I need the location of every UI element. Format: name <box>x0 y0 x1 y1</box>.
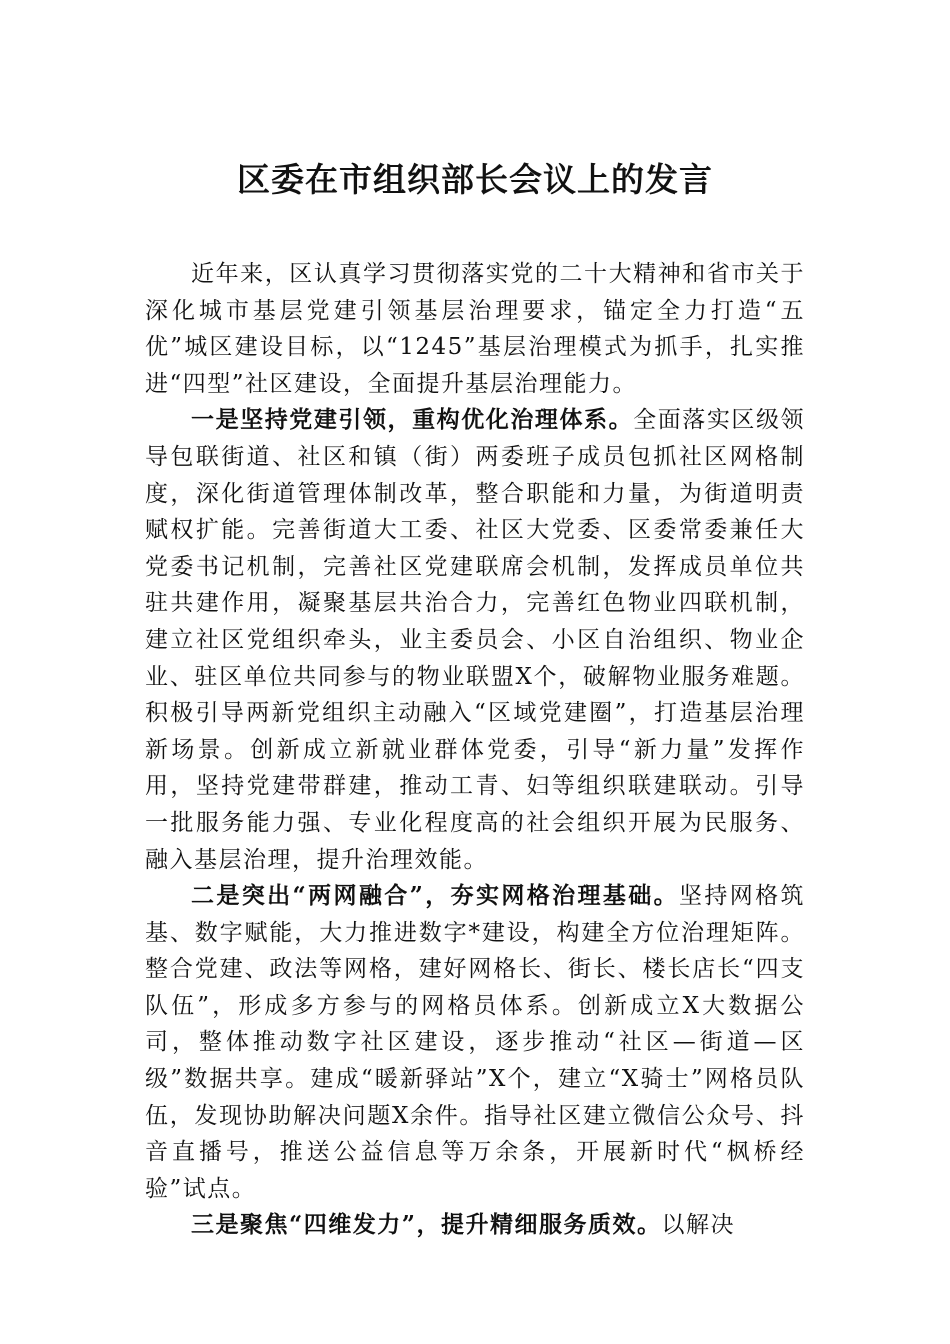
paragraph-lead: 一是坚持党建引领，重构优化治理体系。 <box>191 406 634 434</box>
document-body <box>145 256 805 1244</box>
paragraph-intro <box>145 256 805 402</box>
paragraph-point-3 <box>145 1207 805 1244</box>
paragraph-lead: 二是突出“两网融合”，夯实网格治理基础。 <box>191 882 679 910</box>
paragraph-point-1 <box>145 402 805 878</box>
paragraph-text: 全面落实区级领导包联街道、社区和镇（街）两委班子成员包抓社区网格制度，深化街道管理体制改革，整合职能和力量，为街道明责赋权扩能。完善街道大工委、社区大党委、区委常委兼任大党委书记机制，完善社区党建联席会机制，发挥成员单位共驻共建作用，凝聚基层共治合力，完善红色物业四联机制，建立社区党组织牵头，业主委员会、小区自治组织、物业企业、驻区单位共同参与的物业联盟X个，破解物业服务难题。积极引导两新党组织主动融入“区域党建圈”，打造基层治理新场景。创新成立新就业群体党委，引导“新力量”发挥作用，坚持党建带群建，推动工青、妇等组织联建联动。引导一批服务能力强、专业化程度高的社会组织开展为民服务、融入基层治理，提升治理效能。 <box>145 407 805 873</box>
paragraph-point-2 <box>145 878 805 1207</box>
document-title: 区委在市组织部长会议上的发言 <box>237 160 713 199</box>
paragraph-text: 以解决 <box>661 1212 735 1239</box>
paragraph-lead: 三是聚焦“四维发力”，提升精细服务质效。 <box>191 1211 662 1239</box>
paragraph-text: 近年来，区认真学习贯彻落实党的二十大精神和省市关于深化城市基层党建引领基层治理要求，锚定全力打造“五优”城区建设目标，以“1245”基层治理模式为抓手，扎实推进“四型”社区建设，全面提升基层治理能力。 <box>145 261 805 397</box>
paragraph-text: 坚持网格筑基、数字赋能，大力推进数字*建设，构建全方位治理矩阵。整合党建、政法等网格，建好网格长、街长、楼长店长“四支队伍”，形成多方参与的网格员体系。创新成立X大数据公司，整体推动数字社区建设，逐步推动“社区—街道—区级”数据共享。建成“暖新驿站”X个，建立“X骑士”网格员队伍，发现协助解决问题X余件。指导社区建立微信公众号、抖音直播号，推送公益信息等万余条，开展新时代“枫桥经验”试点。 <box>145 883 806 1202</box>
